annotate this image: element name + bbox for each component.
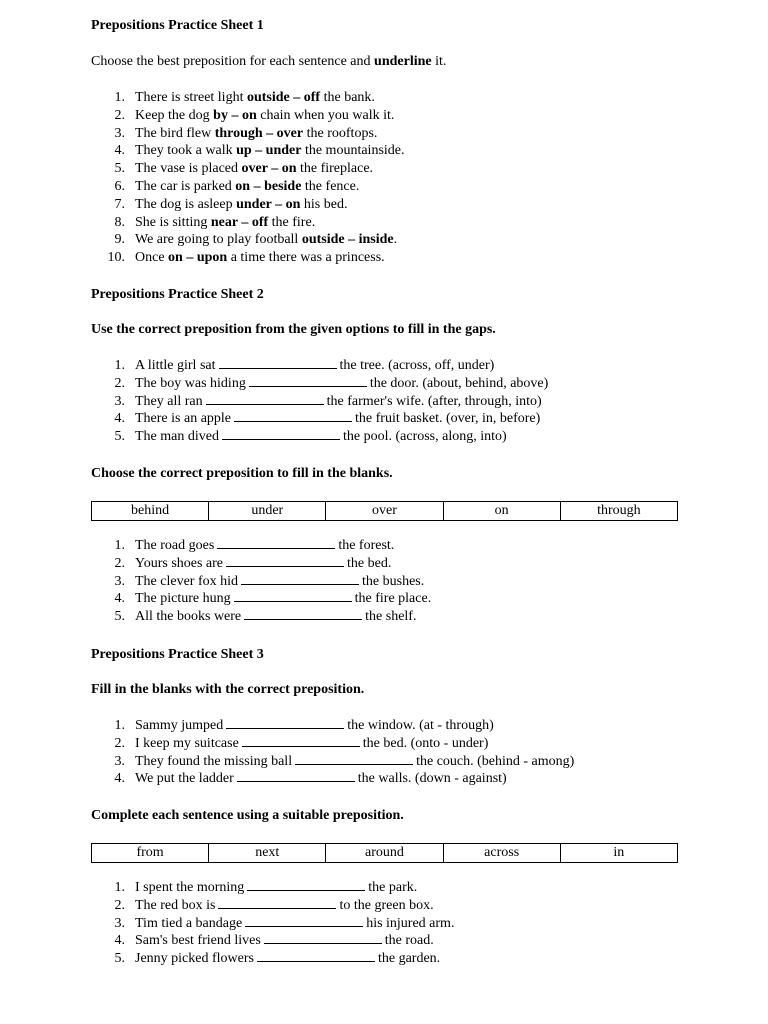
item-pre: Sammy jumped (135, 718, 224, 733)
item-post: the garden. (377, 951, 441, 967)
item-post: the bank. (320, 90, 375, 105)
item-post: the rooftops. (303, 125, 378, 141)
item-number: 3. (114, 125, 125, 141)
item-number: 2. (114, 375, 125, 391)
word-bank-cell: on (443, 502, 560, 521)
sheet1-instruction-bold: underline (374, 54, 432, 69)
item-pre: The boy was hiding (135, 375, 246, 391)
item-pre: The clever fox hid (135, 573, 239, 589)
word-bank-cell: under (209, 502, 326, 521)
list-item (91, 214, 405, 232)
word-bank-cell: from (92, 844, 209, 863)
item-number: 4. (114, 591, 125, 607)
item-pre: The vase is placed (135, 161, 242, 177)
item-options[interactable]: on – beside (235, 178, 302, 194)
item-text (135, 933, 434, 948)
list-item (91, 160, 405, 178)
sheet2-list1 (91, 357, 548, 446)
item-options[interactable]: over – on (241, 161, 297, 177)
sheet3-title: Prepositions Practice Sheet 3 (91, 647, 264, 662)
item-pre: The bird flew (135, 125, 215, 141)
item-number: 5. (114, 609, 125, 625)
list-item (91, 410, 548, 428)
blank-field[interactable] (217, 537, 335, 549)
item-pre: We put the ladder (135, 771, 234, 787)
word-bank-cell: around (326, 844, 443, 863)
item-pre: The dog is asleep (135, 196, 237, 212)
blank-field[interactable] (219, 357, 337, 369)
item-number: 5. (114, 429, 125, 445)
item-text (135, 197, 347, 212)
item-pre: They all ran (135, 393, 203, 409)
item-post: the window. (at - through) (347, 718, 494, 733)
item-text (135, 951, 440, 966)
blank-field[interactable] (264, 932, 382, 944)
item-text (135, 126, 377, 141)
item-pre: The car is parked (135, 178, 236, 194)
blank-field[interactable] (234, 590, 352, 602)
list-item (91, 770, 574, 788)
item-post: the tree. (across, off, under) (339, 358, 495, 373)
item-text (135, 718, 494, 733)
sheet1-instruction-pre: Choose the best preposition for each sentence and (91, 54, 375, 69)
item-post: the bed. (347, 555, 392, 571)
item-number: 5. (114, 951, 125, 967)
list-item (91, 735, 574, 753)
item-text (135, 591, 431, 606)
list-item (91, 897, 454, 915)
word-bank-cell: through (560, 502, 677, 521)
item-text (135, 215, 315, 230)
item-pre: All the books were (135, 609, 242, 625)
item-pre: I keep my suitcase (135, 735, 239, 751)
blank-field[interactable] (222, 428, 340, 440)
sheet2-word-bank (91, 501, 678, 521)
item-text (135, 771, 507, 786)
sheet3-instruction2: Complete each sentence using a suitable preposition. (91, 808, 404, 823)
item-text (135, 736, 488, 751)
blank-field[interactable] (226, 555, 344, 567)
blank-field[interactable] (241, 573, 359, 585)
sheet2-title: Prepositions Practice Sheet 2 (91, 287, 264, 302)
list-item (91, 555, 431, 573)
item-number: 4. (114, 933, 125, 949)
item-post: the forest. (338, 538, 395, 553)
item-options[interactable]: outside – off (246, 90, 321, 105)
word-bank-cell: over (326, 502, 443, 521)
item-number: 9. (114, 232, 125, 248)
item-text (135, 250, 385, 265)
blank-field[interactable] (295, 753, 413, 765)
list-item (91, 196, 405, 214)
item-pre: Jenny picked flowers (135, 951, 254, 967)
item-pre: The road goes (135, 538, 215, 553)
blank-field[interactable] (249, 375, 367, 387)
word-bank-cell: behind (92, 502, 209, 521)
item-text (135, 143, 405, 158)
item-number: 2. (114, 735, 125, 751)
item-post: his bed. (300, 196, 348, 212)
item-pre: Sam's best friend lives (135, 933, 261, 949)
item-number: 4. (114, 143, 125, 159)
blank-field[interactable] (206, 393, 324, 405)
item-post: the fireplace. (296, 161, 374, 177)
sheet3-list1 (91, 717, 574, 788)
item-options[interactable]: on – upon (168, 250, 228, 266)
item-options[interactable]: by – on (213, 107, 257, 123)
item-number: 2. (114, 897, 125, 913)
item-options[interactable]: through – over (214, 125, 304, 141)
item-number: 5. (114, 161, 125, 177)
item-post: the bushes. (362, 573, 425, 589)
list-item (91, 573, 431, 591)
item-number: 2. (114, 107, 125, 123)
word-bank-cell: across (443, 844, 560, 863)
item-post: his injured arm. (366, 915, 455, 931)
item-number: 2. (114, 555, 125, 571)
item-pre: I spent the morning (135, 880, 245, 895)
item-post: a time there was a princess. (227, 250, 385, 266)
list-item (91, 142, 405, 160)
item-text (135, 411, 540, 426)
item-pre: They found the missing ball (135, 753, 293, 769)
sheet2-list2 (91, 537, 431, 626)
list-item (91, 231, 405, 249)
blank-field[interactable] (245, 915, 363, 927)
item-number: 3. (114, 753, 125, 769)
item-pre: We are going to play football (135, 232, 302, 248)
item-post: the road. (384, 933, 434, 949)
item-post: the pool. (across, along, into) (342, 429, 507, 445)
word-bank-cell: next (209, 844, 326, 863)
item-number: 7. (114, 196, 125, 212)
item-options[interactable]: outside – inside (301, 232, 394, 248)
item-number: 1. (114, 880, 125, 895)
item-number: 1. (114, 538, 125, 553)
item-number: 8. (114, 214, 125, 230)
item-pre: There is an apple (135, 411, 232, 427)
list-item (91, 608, 431, 626)
sheet2-instruction2: Choose the correct preposition to fill in the blanks. (91, 466, 393, 481)
item-text (135, 916, 454, 931)
item-text (135, 880, 417, 895)
list-item (91, 375, 548, 393)
blank-field[interactable] (237, 770, 355, 782)
item-text (135, 90, 375, 105)
item-post: the door. (about, behind, above) (369, 375, 549, 391)
item-text (135, 161, 373, 176)
list-item (91, 915, 454, 933)
item-post: the fruit basket. (over, in, before) (355, 411, 541, 427)
list-item (91, 125, 405, 143)
list-item (91, 107, 405, 125)
item-text (135, 556, 391, 571)
list-item (91, 753, 574, 771)
blank-field[interactable] (242, 735, 360, 747)
item-text (135, 394, 542, 409)
item-post: the park. (368, 880, 418, 895)
item-pre: A little girl sat (135, 358, 216, 373)
item-text (135, 609, 416, 624)
item-pre: The man dived (135, 429, 219, 445)
item-pre: Yours shoes are (135, 555, 224, 571)
list-item (91, 89, 405, 107)
list-item (91, 879, 454, 897)
item-post: . (393, 232, 398, 248)
item-number: 3. (114, 573, 125, 589)
item-text (135, 232, 397, 247)
item-number: 1. (114, 358, 125, 373)
item-number: 3. (114, 915, 125, 931)
item-text (135, 358, 494, 373)
list-item (91, 537, 431, 555)
item-post: the mountainside. (301, 143, 405, 159)
list-item (91, 357, 548, 375)
item-pre: The picture hung (135, 591, 231, 607)
item-pre: Keep the dog (135, 107, 214, 123)
item-post: the fire. (268, 214, 316, 230)
item-pre: Once (135, 250, 169, 266)
sheet3-list2 (91, 879, 454, 968)
item-number: 1. (114, 90, 125, 105)
sheet1-title: Prepositions Practice Sheet 1 (91, 18, 264, 33)
item-post: the couch. (behind - among) (416, 753, 575, 769)
item-pre: There is street light (135, 90, 247, 105)
item-number: 4. (114, 411, 125, 427)
list-item (91, 393, 548, 411)
item-post: the shelf. (365, 609, 417, 625)
list-item (91, 249, 405, 267)
item-pre: Tim tied a bandage (135, 915, 243, 931)
item-number: 1. (114, 718, 125, 733)
sheet1-instruction-post: it. (431, 54, 447, 69)
item-options[interactable]: under – on (236, 196, 301, 212)
list-item (91, 950, 454, 968)
item-options[interactable]: up – under (236, 143, 302, 159)
list-item (91, 932, 454, 950)
sheet2-instruction1: Use the correct preposition from the given options to fill in the gaps. (91, 322, 496, 337)
item-post: chain when you walk it. (256, 107, 395, 123)
blank-field[interactable] (234, 410, 352, 422)
item-post: the bed. (onto - under) (362, 735, 489, 751)
item-post: the fire place. (354, 591, 432, 607)
item-number: 6. (114, 178, 125, 194)
blank-field[interactable] (257, 950, 375, 962)
item-text (135, 898, 434, 913)
sheet1-list (91, 89, 405, 267)
item-text (135, 376, 548, 391)
item-text (135, 538, 394, 553)
blank-field[interactable] (226, 717, 344, 729)
item-number: 4. (114, 771, 125, 787)
word-bank-cell: in (560, 844, 677, 863)
list-item (91, 178, 405, 196)
sheet1-instruction (91, 54, 446, 70)
item-text (135, 179, 359, 194)
item-post: the fence. (301, 178, 360, 194)
list-item (91, 428, 548, 446)
sheet3-instruction1: Fill in the blanks with the correct preposition. (91, 682, 365, 697)
item-pre: The red box is (135, 897, 216, 913)
blank-field[interactable] (247, 879, 365, 891)
item-pre: They took a walk (135, 143, 237, 159)
item-text (135, 754, 574, 769)
item-post: the walls. (down - against) (357, 771, 507, 787)
item-text (135, 108, 394, 123)
blank-field[interactable] (218, 897, 336, 909)
list-item (91, 717, 574, 735)
item-text (135, 574, 424, 589)
item-post: to the green box. (339, 897, 434, 913)
item-text (135, 429, 507, 444)
item-pre: She is sitting (135, 214, 211, 230)
sheet3-word-bank (91, 843, 678, 863)
item-options[interactable]: near – off (210, 214, 269, 230)
item-post: the farmer's wife. (after, through, into) (326, 393, 542, 409)
list-item (91, 590, 431, 608)
item-number: 10. (107, 250, 125, 266)
item-number: 3. (114, 393, 125, 409)
blank-field[interactable] (244, 608, 362, 620)
